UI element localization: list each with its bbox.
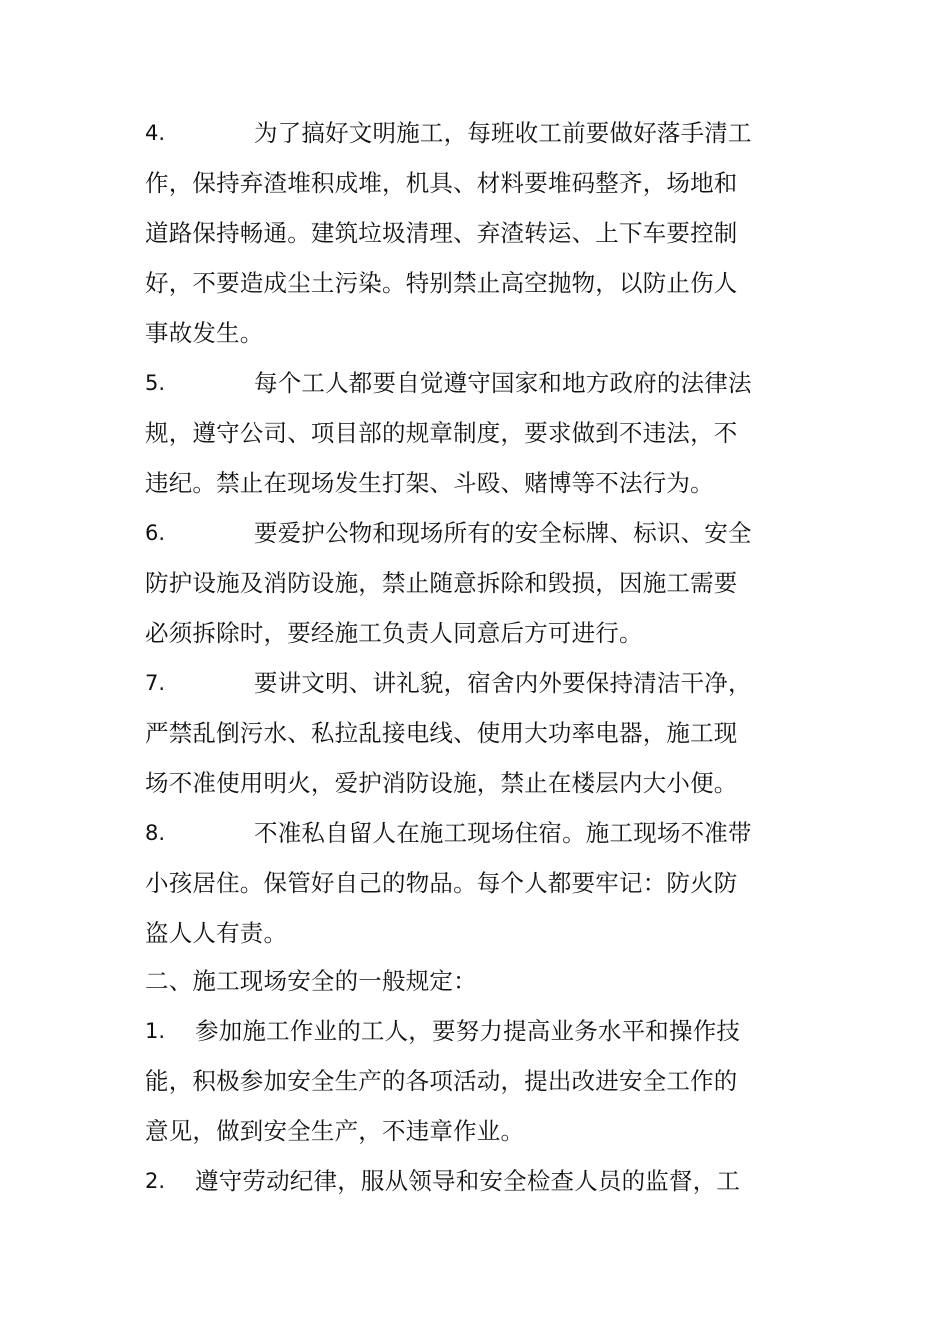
paragraph-line: 场不准使用明火，爱护消防设施，禁止在楼层内大小便。 bbox=[145, 769, 738, 797]
paragraph-line: 防护设施及消防设施，禁止随意拆除和毁损，因施工需要 bbox=[145, 569, 738, 597]
item-number: 6. bbox=[145, 521, 166, 545]
paragraph-line: 遵守劳动纪律，服从领导和安全检查人员的监督，工 bbox=[195, 1167, 741, 1195]
paragraph-line: 好，不要造成尘土污染。特别禁止高空抛物，以防止伤人 bbox=[145, 269, 738, 297]
item-number: 8. bbox=[145, 821, 166, 845]
item-number: 7. bbox=[145, 671, 166, 695]
paragraph-line: 盗人人有责。 bbox=[145, 919, 288, 947]
paragraph-line: 道路保持畅通。建筑垃圾清理、弃渣转运、上下车要控制 bbox=[145, 219, 738, 247]
paragraph-line: 不准私自留人在施工现场住宿。施工现场不准带 bbox=[254, 819, 752, 847]
section-heading: 二、施工现场安全的一般规定： bbox=[145, 967, 477, 995]
paragraph-line: 小孩居住。保管好自己的物品。每个人都要牢记：防火防 bbox=[145, 869, 738, 897]
sub-item-number: 2. bbox=[145, 1169, 166, 1193]
paragraph-line: 为了搞好文明施工，每班收工前要做好落手清工 bbox=[254, 119, 752, 147]
paragraph-line: 违纪。禁止在现场发生打架、斗殴、赌博等不法行为。 bbox=[145, 469, 714, 497]
paragraph-line: 严禁乱倒污水、私拉乱接电线、使用大功率电器，施工现 bbox=[145, 719, 738, 747]
paragraph-line: 每个工人都要自觉遵守国家和地方政府的法律法 bbox=[254, 369, 752, 397]
item-number: 5. bbox=[145, 371, 166, 395]
paragraph-line: 参加施工作业的工人，要努力提高业务水平和操作技 bbox=[195, 1017, 741, 1045]
paragraph-line: 意见，做到安全生产，不违章作业。 bbox=[145, 1117, 525, 1145]
paragraph-line: 能，积极参加安全生产的各项活动，提出改进安全工作的 bbox=[145, 1067, 738, 1095]
paragraph-line: 作，保持弃渣堆积成堆，机具、材料要堆码整齐，场地和 bbox=[145, 169, 738, 197]
paragraph-line: 必须拆除时，要经施工负责人同意后方可进行。 bbox=[145, 619, 643, 647]
paragraph-line: 规，遵守公司、项目部的规章制度，要求做到不违法，不 bbox=[145, 419, 738, 447]
item-number: 4. bbox=[145, 121, 166, 145]
paragraph-line: 要讲文明、讲礼貌，宿舍内外要保持清洁干净， bbox=[254, 669, 752, 697]
paragraph-line: 要爱护公物和现场所有的安全标牌、标识、安全 bbox=[254, 519, 752, 547]
sub-item-number: 1. bbox=[145, 1019, 166, 1043]
paragraph-line: 事故发生。 bbox=[145, 319, 264, 347]
